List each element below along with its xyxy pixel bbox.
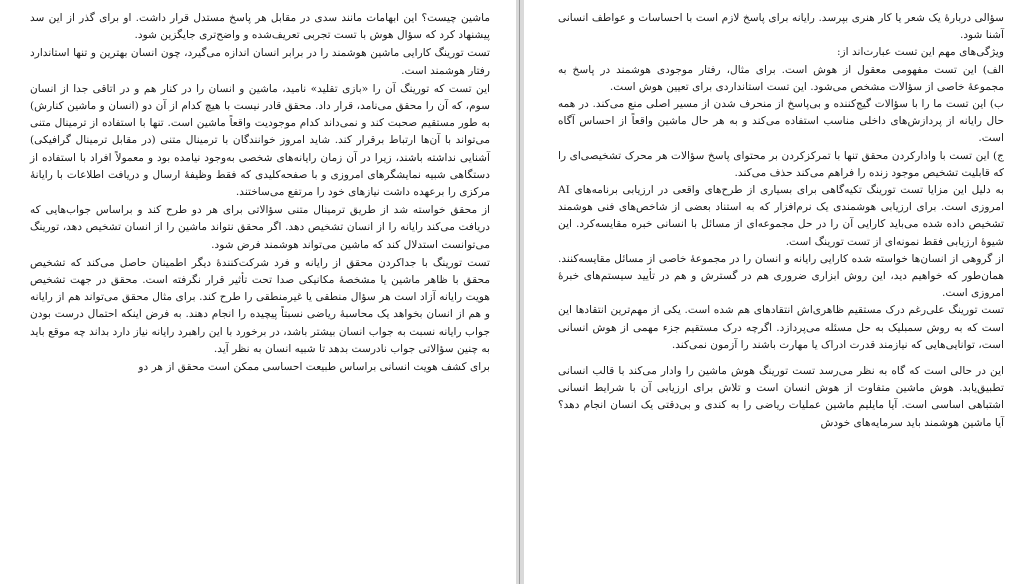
right-paragraph-2: ویژگی‌های مهم این تست عبارت‌اند از: <box>836 46 1004 59</box>
right-page <box>524 0 1024 584</box>
right-paragraph-7: از گروهی از انسان‌ها خواسته شده کارایی رایانه و انسان را در مجموعهٔ خاصی از مسائل مقایسه‌کنند. همان‌طور که خواهیم دید، این روش ابزاری ضروری هم در گسترش و هم در تأیید سیستم‌های خبرهٔ امروزی است. <box>558 252 1004 300</box>
left-paragraph-3: این تست که تورینگ آن را «بازی تقلید» نامید، ماشین و انسان را در کنار هم و در اتاقی جدا از انسان سوم، که آن را محقق می‌نامد، قرار داد. محقق قادر نیست با هیچ کدام از آن دو (انسان و ماشین کنارش) به طور مستقیم صحبت کند و نمی‌داند کدام موجودیت واقعاً ماشین است. تنها با استفاده از ترمینال متنی می‌تواند با آن‌ها ارتباط برقرار کند. شاید امروز خوانندگان با ترمینال متنی (در مقابل ترمینال گرافیکی) آشنایی نداشته باشند، زیرا در آن زمان رایانه‌های شخصی به‌وجود نیامده بود و معمولاً افراد با استفاده از دستگاهی شبیه نمایشگرهای امروزی و با صفحه‌کلیدی که فقط وظیفهٔ ارسال و دریافت اطلاعات با رایانهٔ مرکزی را برعهده داشت نیازهای خود را مرتفع می‌ساختند. <box>30 82 490 199</box>
left-paragraph-1: ماشین چیست؟ این ابهامات مانند سدی در مقابل هر پاسخ مستدل قرار داشت. او برای گذر از این سد پیشنهاد کرد که سؤال هوش با تست تجربی تعریف‌شده و واضح‌تری جایگزین شود. <box>30 12 490 42</box>
left-paragraph-5: تست تورینگ با جداکردن محقق از رایانه و فرد شرکت‌کنندهٔ دیگر اطمینان حاصل می‌کند که تشخیص محقق با ظاهر ماشین یا مشخصهٔ مکانیکی صدا تحت تأثیر قرار نگرفته است. محقق در جهت تشخیص هویت رایانه آزاد است هر سؤال منطقی یا غیرمنطقی را طرح کند. برای مثال محقق می‌تواند هم از رایانه و هم از انسان بخواهد یک محاسبهٔ ریاضی نسبتاً پیچیده را انجام دهند. به فرض اینکه احتمال درست بودن جواب رایانه نسبت به جواب انسان بیشتر باشد، در برخورد با این راهبرد رایانه نیاز دارد بداند چه موقع باید به چنین سؤالاتی جواب نادرست بدهد تا شبیه انسان به نظر آید. <box>30 256 490 355</box>
left-paragraph-6: برای کشف هویت انسانی براساس طبیعت احساسی ممکن است محقق از هر دو <box>138 361 490 374</box>
right-paragraph-6: به دلیل این مزایا تست تورینگ تکیه‌گاهی برای بسیاری از طرح‌های واقعی در ارزیابی برنامه‌های AI امروزی است. برای ارزیابی هوشمندی یک نرم‌افزار که به استناد بعضی از شاخص‌های فنی هوشمند تشخیص داده شده می‌باید کارایی آن را در حل مجموعه‌ای از مسائل با انسانی خبره مقایسه‌کرد. این شیوهٔ ارزیابی فقط نمونه‌ای از تست تورینگ است. <box>558 184 1004 248</box>
right-paragraph-1: سؤالی دربارهٔ یک شعر یا کار هنری بپرسد. رایانه برای پاسخ لازم است با احساسات و عواطف انسانی آشنا شود. <box>558 12 1004 42</box>
right-paragraph-4: ب) این تست ما را با سؤالات گیج‌کننده و بی‌پاسخ از منحرف شدن از مسیر اصلی منع می‌کند. در همه حال رایانه از پردازش‌های داخلی مناسب استفاده می‌کند و به هر حال ماشین واقعاً از احساس آگاه است. <box>558 98 1004 145</box>
right-paragraph-5: ج) این تست با وادارکردن محقق تنها با تمرکزکردن بر محتوای پاسخ سؤالات هر محرک تشخیصی‌ای را که قابلیت تشخیص موجود زنده را فراهم می‌کند حذف می‌کند. <box>558 149 1004 179</box>
left-paragraph-2: تست تورینگ کارایی ماشین هوشمند را در برابر انسان اندازه می‌گیرد، چون انسان بهترین و تنها استاندارد رفتار هوشمند است. <box>30 47 490 77</box>
right-paragraph-3: الف) این تست مفهومی معقول از هوش است. برای مثال، رفتار موجودی هوشمند در پاسخ به مجموعهٔ خاصی از سؤالات مشخص می‌شود. این تست استانداردی برای تعیین هوش است. <box>558 63 1004 93</box>
left-paragraph-4: از محقق خواسته شد از طریق ترمینال متنی سؤالاتی برای هر دو طرح کند و براساس جواب‌هایی که دریافت می‌کند رایانه را از انسان تشخیص دهد. اگر محقق نتواند ماشین را از انسان تشخیص دهد، تورینگ می‌توانست استدلال کند که ماشین می‌تواند هوشمند فرض شود. <box>30 204 490 251</box>
page-divider <box>519 0 520 584</box>
page-gutter <box>516 0 524 584</box>
right-paragraph-9: این در حالی است که گاه به نظر می‌رسد تست تورینگ هوش ماشین را وادار می‌کند با قالب انسانی تطبیق‌یابد. هوش ماشین متفاوت از هوش انسان است و تلاش برای ارزیابی آن با شرایط انسانی اشتباهی اساسی است. آیا مایلیم ماشین عملیات ریاضی را به کندی و بی‌دقتی یک انسان انجام دهد؟ آیا ماشین هوشمند باید سرمایه‌های خودش <box>558 365 1004 429</box>
right-paragraph-8: تست تورینگ علی‌رغم درک مستقیم ظاهری‌اش انتقادهای هم شده است. یکی از مهم‌ترین انتقادها این است که به روش سمبلیک به حل مسئله می‌پردازد. اگرچه درک مستقیم جزء مهمی از هوش انسانی است، توانایی‌هایی که نیازمند قدرت ادراک یا مهارت باشند را آزمون نمی‌کند. <box>558 304 1004 351</box>
